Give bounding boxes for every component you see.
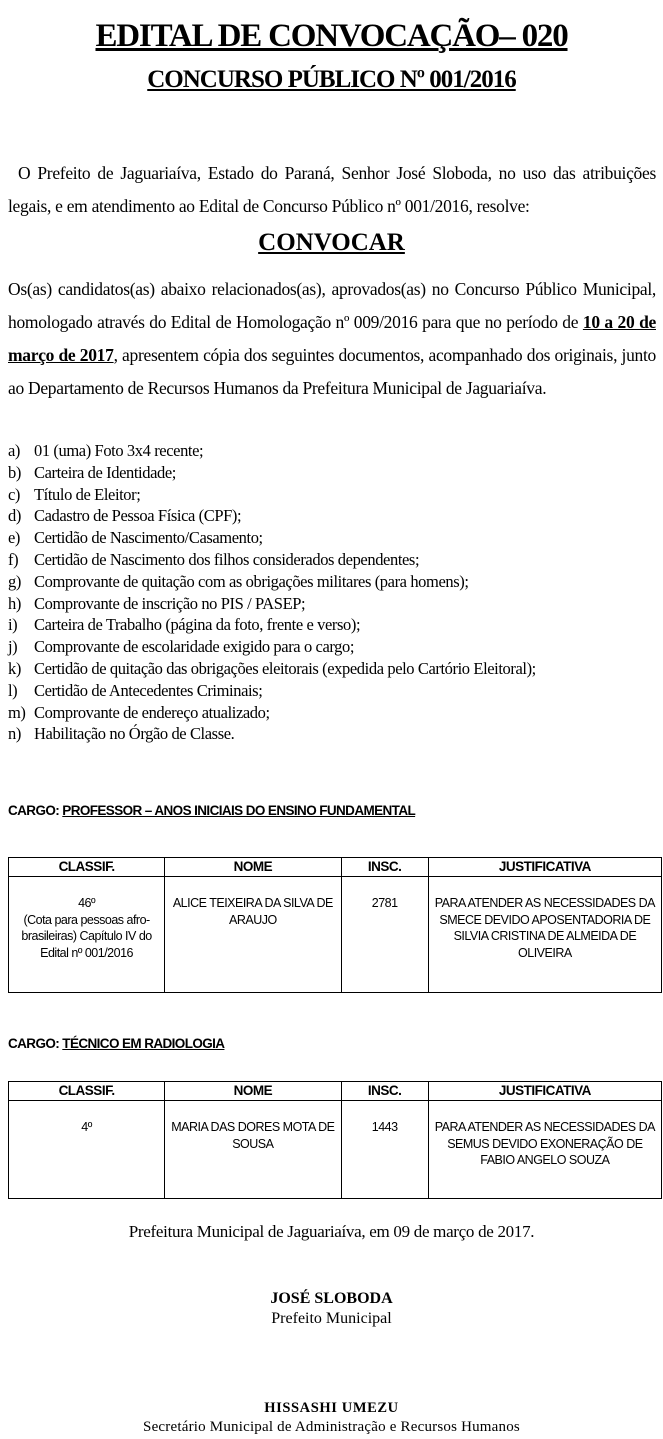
list-item	[8, 614, 658, 636]
cargo-label: CARGO:	[8, 803, 63, 818]
list-item-letter: f)	[8, 549, 19, 569]
list-item-letter: c)	[8, 484, 21, 504]
body-text-part1: Os(as) candidatos(as) abaixo relacionados(as), aprovados(as) no Concurso Público Municipal, homologado através do Edital de Homologação nº 009/2016 para que no período de	[8, 279, 656, 332]
list-item	[8, 527, 658, 549]
cargo-label: CARGO:	[8, 1036, 63, 1051]
cell-justificativa: PARA ATENDER AS NECESSIDADES DA SEMUS DEVIDO EXONERAÇÃO DE FABIO ANGELO SOUZA	[428, 1101, 661, 1199]
cell-nome: ALICE TEIXEIRA DA SILVA DE ARAUJO	[165, 877, 341, 993]
candidate-table	[8, 857, 662, 993]
col-header-classif: CLASSIF.	[9, 858, 165, 877]
list-item-letter: a)	[8, 441, 21, 460]
list-item-text: 01 (uma) Foto 3x4 recente;	[34, 441, 204, 460]
document-title: EDITAL DE CONVOCAÇÃO– 020	[95, 18, 568, 54]
intro-text: O Prefeito de Jaguariaíva, Estado do Paraná, Senhor José Sloboda, no uso das atribuições legais, e em atendimento ao Edital de Concurso Público nº 001/2016, resolve:	[8, 163, 656, 216]
list-item	[8, 702, 658, 724]
signer1-role: Prefeito Municipal	[271, 1310, 392, 1327]
table-row	[9, 877, 662, 993]
table-header-row	[9, 1082, 662, 1101]
col-header-justificativa: JUSTIFICATIVA	[428, 1082, 661, 1101]
col-header-insc: INSC.	[341, 1082, 428, 1101]
cell-justificativa: PARA ATENDER AS NECESSIDADES DA SMECE DEVIDO APOSENTADORIA DE SILVIA CRISTINA DE ALMEIDA DE OLIVEIRA	[428, 877, 661, 993]
list-item-text: Comprovante de inscrição no PIS / PASEP;	[34, 593, 306, 613]
table-header-row	[9, 858, 662, 877]
signer1-name: JOSÉ SLOBODA	[270, 1290, 393, 1307]
cell-classif	[9, 877, 165, 993]
cargo-name: TÉCNICO EM RADIOLOGIA	[62, 1036, 225, 1051]
classif-note: (Cota para pessoas afro-brasileiras) Capítulo IV do Edital nº 001/2016	[21, 912, 152, 960]
body-paragraph	[8, 273, 656, 405]
list-item	[8, 723, 658, 745]
classif-rank: 46º	[78, 896, 96, 910]
col-header-classif: CLASSIF.	[9, 1082, 165, 1101]
cell-insc: 2781	[341, 877, 428, 993]
list-item	[8, 680, 658, 702]
list-item-letter: j)	[8, 637, 18, 657]
list-item-letter: i)	[8, 615, 18, 635]
list-item-text: Título de Eleitor;	[34, 484, 141, 504]
list-item-text: Certidão de Nascimento dos filhos considerados dependentes;	[34, 549, 420, 569]
list-item-text: Comprovante de escolaridade exigido para o cargo;	[34, 637, 355, 657]
signer2-name: HISSASHI UMEZU	[264, 1400, 399, 1416]
table-row	[9, 1101, 662, 1199]
convocar-heading: CONVOCAR	[258, 229, 405, 256]
candidate-table	[8, 1081, 662, 1199]
list-item-letter: h)	[8, 593, 21, 613]
period-highlight: 10 a 20 de março de 2017	[8, 312, 656, 365]
intro-paragraph	[8, 157, 656, 223]
signer2-role: Secretário Municipal de Administração e Recursos Humanos	[143, 1419, 520, 1435]
list-item-text: Cadastro de Pessoa Física (CPF);	[34, 506, 242, 526]
list-item-text: Habilitação no Órgão de Classe.	[34, 724, 235, 744]
list-item	[8, 505, 658, 527]
col-header-justificativa: JUSTIFICATIVA	[428, 858, 661, 877]
col-header-nome: NOME	[165, 1082, 341, 1101]
list-item	[8, 440, 658, 462]
list-item-text: Certidão de quitação das obrigações eleitorais (expedida pelo Cartório Eleitoral);	[34, 658, 536, 678]
list-item-letter: d)	[8, 506, 21, 526]
col-header-nome: NOME	[165, 858, 341, 877]
document-subtitle: CONCURSO PÚBLICO Nº 001/2016	[147, 66, 516, 93]
document-list	[8, 440, 658, 745]
list-item-letter: l)	[8, 680, 18, 700]
list-item-text: Certidão de Nascimento/Casamento;	[34, 528, 263, 548]
list-item-text: Certidão de Antecedentes Criminais;	[34, 680, 263, 700]
list-item-text: Comprovante de endereço atualizado;	[34, 702, 270, 722]
list-item	[8, 658, 658, 680]
cell-insc: 1443	[341, 1101, 428, 1199]
cargo-name: PROFESSOR – ANOS INICIAIS DO ENSINO FUNDAMENTAL	[62, 803, 416, 818]
cell-classif: 4º	[9, 1101, 165, 1199]
list-item-letter: k)	[8, 658, 21, 678]
list-item-text: Carteira de Identidade;	[34, 462, 176, 482]
list-item	[8, 549, 658, 571]
list-item-text: Comprovante de quitação com as obrigações militares (para homens);	[34, 571, 469, 591]
list-item-letter: n)	[8, 724, 21, 744]
list-item-letter: m)	[8, 702, 26, 722]
list-item-letter: b)	[8, 462, 21, 482]
list-item	[8, 571, 658, 593]
list-item	[8, 484, 658, 506]
body-text-part2: , apresentem cópia dos seguintes documentos, acompanhado dos originais, junto ao Departamento de Recursos Humanos da Prefeitura Municipal de Jaguariaíva.	[8, 345, 656, 398]
list-item-letter: g)	[8, 571, 21, 591]
col-header-insc: INSC.	[341, 858, 428, 877]
cargo-heading	[8, 803, 415, 818]
list-item	[8, 636, 658, 658]
list-item-letter: e)	[8, 528, 21, 548]
list-item-text: Carteira de Trabalho (página da foto, frente e verso);	[34, 615, 361, 635]
cell-nome: MARIA DAS DORES MOTA DE SOUSA	[165, 1101, 341, 1199]
list-item	[8, 593, 658, 615]
list-item	[8, 462, 658, 484]
place-date: Prefeitura Municipal de Jaguariaíva, em 09 de março de 2017.	[128, 1222, 535, 1241]
cargo-heading	[8, 1036, 224, 1051]
